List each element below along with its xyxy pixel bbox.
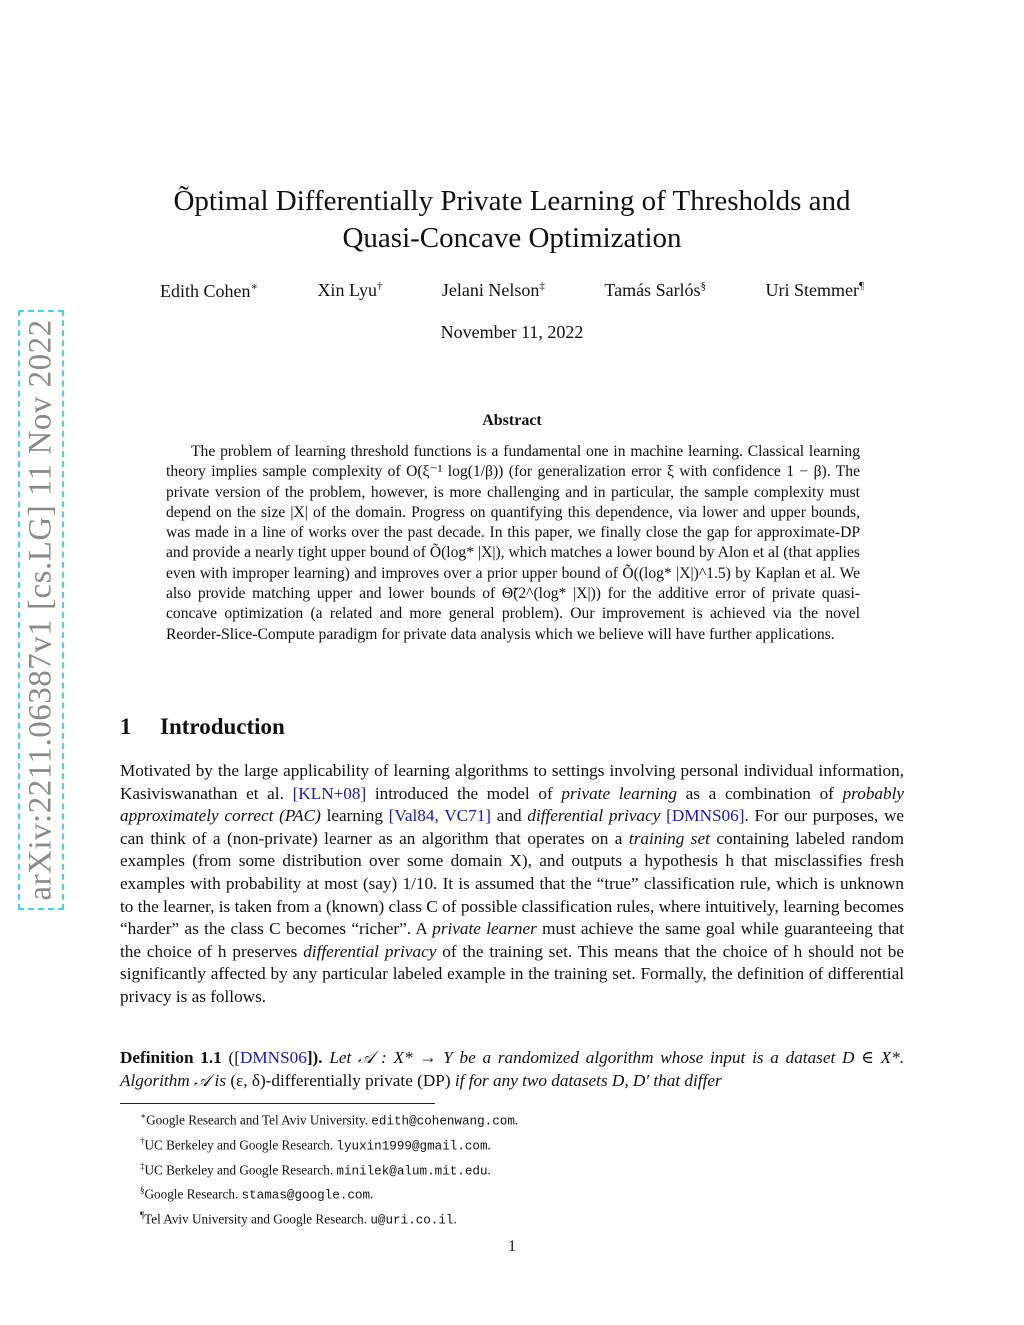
definition-text: if for any two datasets D, D′ that differ (450, 1070, 722, 1090)
abstract-heading: Abstract (482, 412, 542, 429)
footnote-mark: ¶ (140, 1210, 145, 1221)
emphasis: differential privacy (303, 941, 437, 961)
author-name: Uri Stemmer (765, 280, 860, 300)
email-link[interactable]: stamas@google.com (241, 1188, 371, 1203)
section-title: Introduction (160, 714, 285, 739)
intro-paragraph (120, 760, 904, 1009)
emphasis: private learning (561, 783, 677, 803)
email-link[interactable]: lyuxin1999@gmail.com (336, 1139, 488, 1154)
email-link[interactable]: minilek@alum.mit.edu (336, 1163, 488, 1178)
author (317, 280, 382, 302)
author (766, 280, 864, 302)
author (160, 280, 258, 302)
footnotes (120, 1107, 518, 1231)
footnote-text: Tel Aviv University and Google Research. (144, 1211, 371, 1227)
citation-link[interactable]: [DMNS06] (666, 806, 745, 826)
author-footnote-mark[interactable]: ∗ (250, 281, 258, 293)
definition-label: Definition 1.1 (120, 1048, 222, 1067)
text-run: must achieve the same goal while guaranteeing that the choice of h preserves (120, 919, 904, 961)
text-run: of the training set. This means that the choice of h should not be significantly affected by any particular labeled example in the training set. Formally, the definition of differential privacy is as follows. (120, 941, 904, 1006)
text-run: . (487, 1161, 491, 1177)
footnote (120, 1157, 518, 1182)
author (442, 280, 545, 302)
abstract-text: The problem of learning threshold functions is a fundamental one in machine learning. Classical learning theory implies sample complexity of O(ξ⁻¹ log(1/β)) (for generalization error ξ with confidence 1 − β). The private version of the problem, however, is more challenging and in particular, the sample complexity must depend on the size |X| of the domain. Progress on quantifying this dependence, via lower and upper bounds, was made in a line of works over the past decade. In this paper, we finally close the gap for approximate-DP and provide a nearly tight upper bound of Õ(log* |X|), which matches a lower bound by Alon et al (that applies even with improper learning) and improves over a prior upper bound of Õ((log* |X|)^1.5) by Kaplan et al. We also provide matching upper and lower bounds of Θ̃(2^(log* |X|)) for the additive error of private quasi-concave optimization (a related and more general problem). Our improvement is achieved via the novel Reorder-Slice-Compute paradigm for private data analysis which we believe will have further applications. (166, 443, 860, 643)
text-run: and (491, 806, 528, 826)
abstract-body (166, 442, 860, 645)
definition-term: (ε, δ)-differentially private (DP) (230, 1070, 451, 1090)
footnote-text: Google Research. (144, 1186, 242, 1202)
emphasis: training set (628, 828, 710, 848)
footnote-mark: ∗ (140, 1111, 147, 1121)
footnote-mark: ‡ (140, 1160, 145, 1171)
section-number: 1 (120, 714, 132, 739)
author-footnote-mark[interactable]: ‡ (539, 280, 545, 292)
author (604, 280, 706, 302)
text-run: containing labeled random examples (from some distribution over some domain X), and outputs a hypothesis h that misclassifies fresh examples with probability at most (say) 1/10. It is assumed that the “true” classification rule, which is unknown to the learner, is taken from a (known) class C of possible classification rules, where intuitively, learning becomes “harder” as the class C becomes “richer”. A (120, 828, 904, 939)
publication-date: November 11, 2022 (440, 322, 584, 342)
footnote-text: Google Research and Tel Aviv University. (146, 1112, 372, 1128)
author-name: Tamás Sarlós (604, 280, 701, 300)
footnote (120, 1206, 518, 1231)
author-footnote-mark[interactable]: † (376, 280, 383, 292)
author-name: Jelani Nelson (441, 280, 540, 300)
text-run: ]). (306, 1048, 323, 1067)
email-link[interactable]: u@uri.co.il (370, 1213, 454, 1228)
title-line-2: Quasi-Concave Optimization (342, 222, 682, 254)
footnote (120, 1107, 518, 1132)
citation-link[interactable]: DMNS06 (239, 1048, 307, 1067)
footnote (120, 1181, 518, 1206)
definition-block (120, 1047, 904, 1092)
footnote-mark: § (140, 1185, 145, 1196)
footnote-text: UC Berkeley and Google Research. (144, 1137, 337, 1153)
author-name: Edith Cohen (160, 281, 251, 301)
title-line-1: Õptimal Differentially Private Learning of Thresholds and (173, 185, 851, 217)
arxiv-sidebar-stamp (18, 310, 64, 910)
author-list (120, 280, 904, 302)
footnote (120, 1132, 518, 1157)
footnote-text: UC Berkeley and Google Research. (144, 1161, 337, 1177)
emphasis: private learner (432, 919, 537, 939)
text-run: learning (320, 806, 389, 826)
text-run: . (453, 1211, 457, 1227)
text-run: Motivated by the large applicability of learning algorithms to settings involving personal individual information, Kasiviswanathan et al. (120, 761, 904, 803)
arxiv-identifier: arXiv:2211.06387v1 [cs.LG] 11 Nov 2022 (22, 319, 59, 901)
footnote-divider (120, 1103, 435, 1104)
text-run: . (487, 1137, 491, 1153)
text-run: . For our purposes, we can think of a (non-private) learner as an algorithm that operates on a (120, 806, 905, 848)
author-name: Xin Lyu (317, 280, 377, 300)
page-number: 1 (508, 1238, 516, 1255)
citation-link[interactable]: [KLN+08] (292, 783, 367, 803)
emphasis: probably approximately correct (PAC) (120, 783, 905, 826)
text-run: introduced the model of (366, 783, 562, 803)
author-footnote-mark[interactable]: ¶ (859, 280, 864, 292)
text-run: . (514, 1112, 519, 1128)
definition-text: Let 𝒜 : X* → Y be a randomized algorithm whose input is a dataset D ∈ X*. Algorithm 𝒜 is (120, 1048, 905, 1090)
text-run: as a combination of (677, 783, 843, 803)
emphasis: differential privacy (527, 806, 661, 826)
paper-title (0, 183, 1024, 257)
text-run: ([ (221, 1048, 240, 1067)
email-link[interactable]: edith@cohenwang.com (371, 1114, 515, 1129)
author-footnote-mark[interactable]: § (700, 280, 707, 292)
citation-link[interactable]: [Val84, VC71] (388, 806, 492, 826)
section-heading (120, 714, 285, 740)
text-run: . (370, 1186, 374, 1202)
footnote-mark: † (140, 1135, 145, 1146)
